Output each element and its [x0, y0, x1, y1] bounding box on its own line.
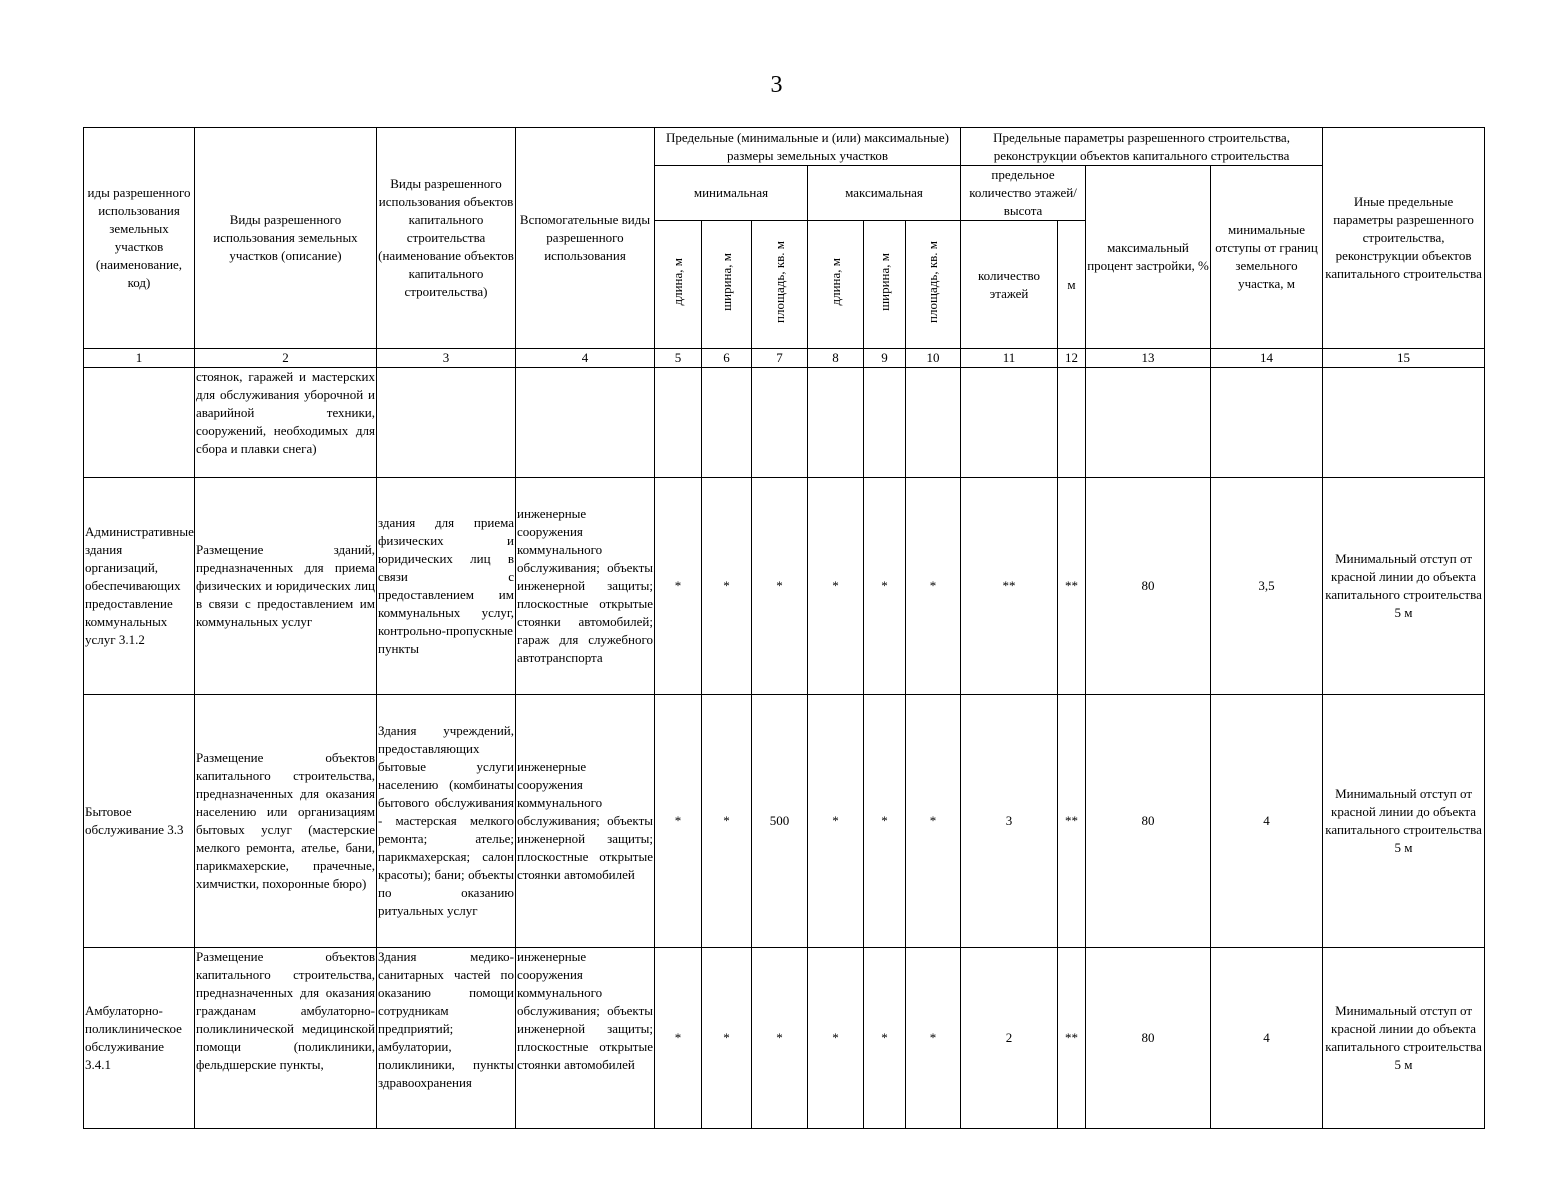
building-use-cell: Здания медико-санитарных частей по оказанию помощи сотрудникам предприятий; амбулатории, поликлиники, пункты здравоохранения	[377, 948, 516, 1129]
column-number: 6	[702, 349, 752, 368]
value-cell: 80	[1086, 695, 1211, 948]
value-cell	[808, 368, 864, 478]
header-min-width: ширина, м	[702, 221, 752, 349]
value-cell: **	[1058, 948, 1086, 1129]
column-number: 11	[961, 349, 1058, 368]
value-cell: *	[864, 695, 906, 948]
column-number: 7	[752, 349, 808, 368]
land-use-type-cell	[84, 368, 195, 478]
land-use-type-cell: Бытовое обслуживание 3.3	[84, 695, 195, 948]
value-cell	[1086, 368, 1211, 478]
value-cell: *	[906, 695, 961, 948]
value-cell	[906, 368, 961, 478]
value-cell: 80	[1086, 478, 1211, 695]
header-max-width: ширина, м	[864, 221, 906, 349]
column-number: 3	[377, 349, 516, 368]
value-cell: *	[808, 695, 864, 948]
header-min-setback: минимальные отступы от границ земельного участка, м	[1211, 166, 1323, 349]
value-cell: 2	[961, 948, 1058, 1129]
header-building-use: Виды разрешенного использования объектов капитального строительства (наименование объектов капитального строительства)	[377, 128, 516, 349]
column-number: 8	[808, 349, 864, 368]
column-number: 15	[1323, 349, 1485, 368]
column-number: 13	[1086, 349, 1211, 368]
value-cell: 3	[961, 695, 1058, 948]
header-land-use-description: Виды разрешенного использования земельных участков (описание)	[195, 128, 377, 349]
land-use-type-cell: Административные здания организаций, обеспечивающих предоставление коммунальных услуг 3.1.2	[84, 478, 195, 695]
value-cell: 4	[1211, 695, 1323, 948]
value-cell	[961, 368, 1058, 478]
zoning-parameters-table	[83, 127, 1485, 1129]
header-max-building-percent: максимальный процент застройки, %	[1086, 166, 1211, 349]
value-cell: *	[655, 695, 702, 948]
auxiliary-use-cell: инженерные сооружения коммунального обслуживания; объекты инженерной защиты; плоскостные открытые стоянки автомобилей	[516, 948, 655, 1129]
table-row	[84, 695, 1485, 948]
value-cell: *	[655, 948, 702, 1129]
value-cell: *	[655, 478, 702, 695]
auxiliary-use-cell	[516, 368, 655, 478]
value-cell: **	[1058, 478, 1086, 695]
value-cell: 3,5	[1211, 478, 1323, 695]
header-plot-size-limits: Предельные (минимальные и (или) максимальные) размеры земельных участков	[655, 128, 961, 166]
auxiliary-use-cell: инженерные сооружения коммунального обслуживания; объекты инженерной защиты; плоскостные открытые стоянки автомобилей; гараж для служебного автотранспорта	[516, 478, 655, 695]
header-floor-count: количество этажей	[961, 221, 1058, 349]
table-row	[84, 368, 1485, 478]
value-cell: 4	[1211, 948, 1323, 1129]
header-max-length: длина, м	[808, 221, 864, 349]
land-use-description-cell: Размещение объектов капитального строительства, предназначенных для оказания гражданам амбулаторно-поликлинической медицинской помощи (поликлиники, фельдшерские пункты,	[195, 948, 377, 1129]
header-land-use-type: иды разрешенного использования земельных участков (наименование, код)	[84, 128, 195, 349]
value-cell: *	[906, 478, 961, 695]
other-params-cell	[1323, 368, 1485, 478]
value-cell	[655, 368, 702, 478]
value-cell: **	[1058, 695, 1086, 948]
header-max-area: площадь, кв. м	[906, 221, 961, 349]
land-use-description-cell: Размещение объектов капитального строительства, предназначенных для оказания населению или организациям бытовых услуг (мастерские мелкого ремонта, ателье, бани, парикмахерские, прачечные, химчистки, похоронные бюро)	[195, 695, 377, 948]
header-other-params: Иные предельные параметры разрешенного строительства, реконструкции объектов капитального строительства	[1323, 128, 1485, 349]
column-number: 12	[1058, 349, 1086, 368]
value-cell: *	[864, 948, 906, 1129]
column-number: 2	[195, 349, 377, 368]
header-construction-params: Предельные параметры разрешенного строительства, реконструкции объектов капитального строительства	[961, 128, 1323, 166]
column-number-row	[84, 349, 1485, 368]
header-floor-limit: предельное количество этажей/высота	[961, 166, 1086, 221]
value-cell	[1058, 368, 1086, 478]
value-cell: **	[961, 478, 1058, 695]
value-cell: *	[864, 478, 906, 695]
land-use-type-cell: Амбулаторно-поликлиническое обслуживание 3.4.1	[84, 948, 195, 1129]
value-cell: *	[808, 478, 864, 695]
value-cell: *	[702, 478, 752, 695]
column-number: 5	[655, 349, 702, 368]
column-number: 14	[1211, 349, 1323, 368]
other-params-cell: Минимальный отступ от красной линии до объекта капитального строительства 5 м	[1323, 478, 1485, 695]
page-number: 3	[770, 72, 783, 98]
other-params-cell: Минимальный отступ от красной линии до объекта капитального строительства 5 м	[1323, 948, 1485, 1129]
column-number: 9	[864, 349, 906, 368]
value-cell: *	[752, 478, 808, 695]
header-min-area: площадь, кв. м	[752, 221, 808, 349]
building-use-cell: Здания учреждений, предоставляющих бытовые услуги населению (комбинаты бытового обслуживания - мастерская мелкого ремонта; ателье; парикмахерская; салон красоты); бани; объекты по оказанию ритуальных услуг	[377, 695, 516, 948]
value-cell	[752, 368, 808, 478]
value-cell	[702, 368, 752, 478]
header-auxiliary-use: Вспомогательные виды разрешенного использования	[516, 128, 655, 349]
value-cell: 80	[1086, 948, 1211, 1129]
land-use-description-cell: Размещение зданий, предназначенных для приема физических и юридических лиц в связи с предоставлением им коммунальных услуг	[195, 478, 377, 695]
header-maximum: максимальная	[808, 166, 961, 221]
value-cell: 500	[752, 695, 808, 948]
other-params-cell: Минимальный отступ от красной линии до объекта капитального строительства 5 м	[1323, 695, 1485, 948]
building-use-cell	[377, 368, 516, 478]
column-number: 4	[516, 349, 655, 368]
value-cell: *	[702, 948, 752, 1129]
land-use-description-cell: стоянок, гаражей и мастерских для обслуживания уборочной и аварийной техники, сооружений, необходимых для сбора и плавки снега)	[195, 368, 377, 478]
value-cell: *	[808, 948, 864, 1129]
table-row	[84, 478, 1485, 695]
header-height-m: м	[1058, 221, 1086, 349]
column-number: 10	[906, 349, 961, 368]
value-cell: *	[702, 695, 752, 948]
building-use-cell: здания для приема физических и юридических лиц в связи с предоставлением им коммунальных услуг, контрольно-пропускные пункты	[377, 478, 516, 695]
auxiliary-use-cell: инженерные сооружения коммунального обслуживания; объекты инженерной защиты; плоскостные открытые стоянки автомобилей	[516, 695, 655, 948]
value-cell	[1211, 368, 1323, 478]
value-cell	[864, 368, 906, 478]
header-min-length: длина, м	[655, 221, 702, 349]
table-row	[84, 948, 1485, 1129]
header-minimum: минимальная	[655, 166, 808, 221]
value-cell: *	[752, 948, 808, 1129]
column-number: 1	[84, 349, 195, 368]
value-cell: *	[906, 948, 961, 1129]
